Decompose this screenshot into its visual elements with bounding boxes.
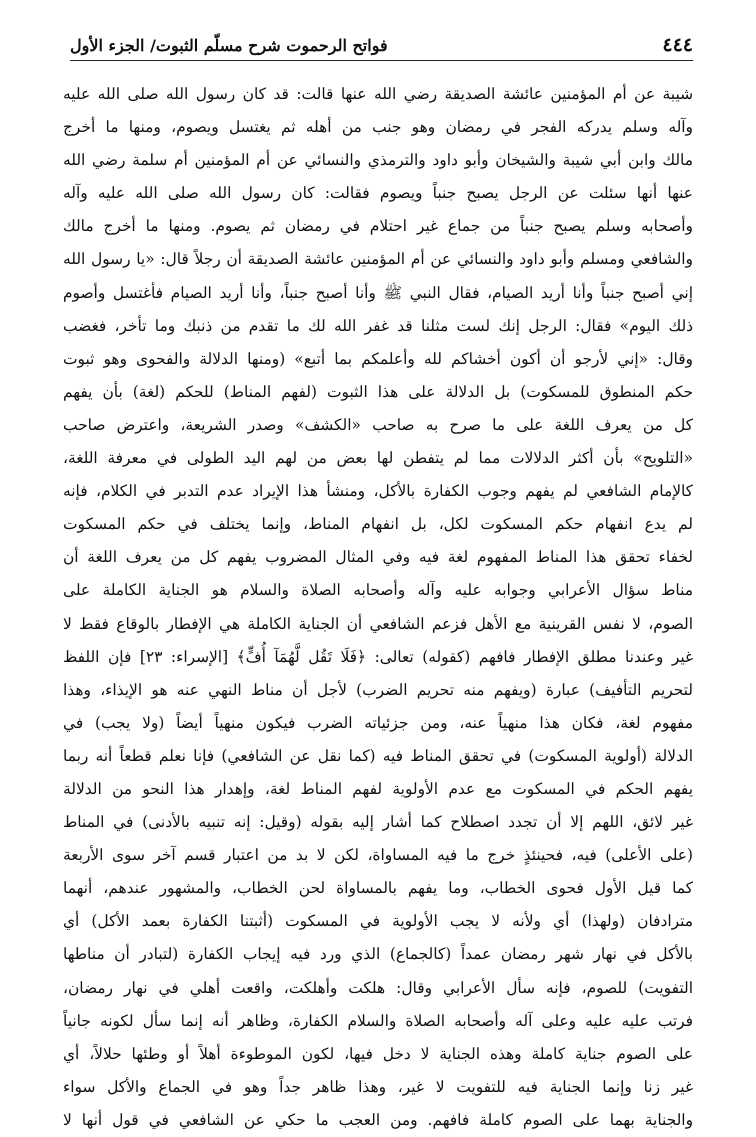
text-line: وقال: «إني لأرجو أن أكون أخشاكم لله وأعلمكم بما أتبع» (ومنها الدلالة والفحوى وهو ثبوت [63, 349, 693, 368]
text-line: مالك وابن أبي شيبة والشيخان وأبو داود والترمذي والنسائي عن أم المؤمنين أم سلمة رضي الله [63, 151, 693, 170]
text-line: بالأكل في نهار شهر رمضان عمداً (كالجماع) الذي ورد فيه إيجاب الكفارة (لتبادر أن مناطها [63, 945, 693, 964]
text-line: وآله وسلم يدركه الفجر في رمضان وهو جنب من أهله ثم يغتسل ويصوم، ومنها ما أخرج [63, 118, 693, 137]
text-line: كل من يعرف اللغة على ما صرح به صاحب «الكشف» وصدر الشريعة، واعترض صاحب [63, 415, 693, 434]
text-line: كالإمام الشافعي لم يفهم وجوب الكفارة بالأكل، ومنشأ هذا الإيراد عدم التدبر في الكلام، فإنه [63, 482, 693, 501]
text-line: الصوم، لا نفس القرينية مع الأهل فزعم الشافعي أن الجناية الكاملة هي الإفطار بالوقاع فقط لا [63, 614, 693, 633]
text-line: والجناية بهما على الصوم كاملة فافهم. ومن العجب ما حكي عن الشافعي في قول أنها لا [63, 1110, 693, 1129]
text-line: شيبة عن أم المؤمنين عائشة الصديقة رضي الله عنها قالت: قد كان رسول الله صلى الله عليه [63, 85, 693, 103]
page-number: ٤٤٤ [662, 34, 693, 56]
text-line: حكم المنطوق للمسكوت) بل الدلالة على هذا الثبوت (لفهم المناط) للحكم (لغة) بأن يفهم [63, 382, 693, 401]
text-line: يفهم الحكم في المسكوت مع عدم الأولوية لفهم المناط لغة، وإهدار هذا النحو من الدلالة [63, 779, 693, 798]
text-line: لخفاء تحقق هذا المناط المفهوم لغة فيه وفي المثال المضروب يفهم كل من يعرف اللغة أن [63, 548, 693, 567]
text-line: عنها أنها سئلت عن الرجل يصبح جنباً ويصوم فقالت: كان رسول الله صلى الله عليه وآله [63, 184, 693, 203]
text-line: لم يدع انفهام حكم المسكوت لكل، بل انفهام المناط، وإنما يختلف في حكم المسكوت [63, 515, 693, 534]
text-line: على الصوم جناية كاملة وهذه الجناية لا دخل فيها، لكون الموطوءة أهلاً أو وطئها حلالاً، أي [63, 1044, 693, 1063]
text-line: مترادفان (ولهذا) أي ولأنه لا يجب الأولوية في المسكوت (أثبتنا الكفارة بعمد الأكل) أي [63, 912, 693, 931]
text-line: إني أصبح جنباً وأنا أريد الصيام، فقال النبي ﷺ وأنا أصبح جنباً، وأنا أريد الصيام فأغتسل وأصوم [63, 283, 693, 302]
text-line: «التلويح» بأن أكثر الدلالات مما لم يتفطن لها بعض من لهم اليد الطولى في معرفة اللغة، [63, 449, 693, 468]
text-line: مفهوم لغة، فكان هذا منهياً عنه، ومن جزئياته الضرب فيكون منهياً أيضاً (ولا يجب) في [63, 713, 693, 732]
text-line: الدلالة (أولوية المسكوت) في تحقق المناط فيه (كما نقل عن الشافعي) فإنا نعلم قطعاً أنه ربما [63, 746, 693, 765]
text-line: فرتب عليه عليه وعلى آله وأصحابه الصلاة والسلام الكفارة، وظاهر أنه إنما سأل لكونه جانياً [63, 1011, 693, 1030]
text-line: كما قيل الأول فحوى الخطاب، وما يفهم بالمساواة لحن الخطاب، والمشهور عندهم، أنهما [63, 879, 693, 898]
text-line: وأصحابه وسلم يصبح جنباً من جماع غير احتلام في رمضان ثم يصوم. ومنها ما أخرج مالك [63, 217, 693, 236]
text-line: التفويت) للصوم، فإنه سأل الأعرابي وقال: هلكت وأهلكت، واقعت أهلي في نهار رمضان، [63, 978, 693, 997]
text-line: والشافعي ومسلم وأبو داود والنسائي عن أم المؤمنين عائشة الصديقة أن رجلاً قال: «يا رسول الله [63, 250, 693, 269]
text-line: لتحريم التأفيف) عبارة (ويفهم منه تحريم الضرب) لأجل أن مناط النهي عنه هو الإيذاء، وهذا [63, 680, 693, 699]
text-line: غير وعندنا مطلق الإفطار فافهم (كقوله) تعالى: ﴿فَلَا تَقُل لَّهُمَآ أُفٍّ﴾ [الإسراء: ٢٣] فإن اللفظ [63, 647, 693, 666]
body-text [63, 78, 693, 1137]
text-line: غير لائق، اللهم إلا أن تجدد اصطلاح كما أشار إليه بقوله (وقيل: إنه تنبيه بالأدنى) في المناط [63, 813, 693, 832]
text-line: ذلك اليوم» فقال: الرجل إنك لست مثلنا قد غفر الله لك ما تقدم من ذنبك وما تأخر، فغضب [63, 316, 693, 335]
text-line: مناط سؤال الأعرابي وجوابه عليه وآله وأصحابه الصلاة والسلام هو الجناية الكاملة على [63, 581, 693, 600]
text-line: (على الأعلى) فيه، فحينئذٍ خرج ما فيه المساواة، لكن لا بد من اعتبار قسم آخر سوى الأربعة [63, 846, 693, 865]
running-title: فواتح الرحموت شرح مسلّم الثبوت/ الجزء الأول [70, 35, 388, 55]
page-header [70, 30, 693, 61]
text-line: غير زنا وإنما الجناية فيه للتفويت لا غير، وهذا ظاهر جداً وهو في الجماع والأكل سواء [63, 1077, 693, 1096]
